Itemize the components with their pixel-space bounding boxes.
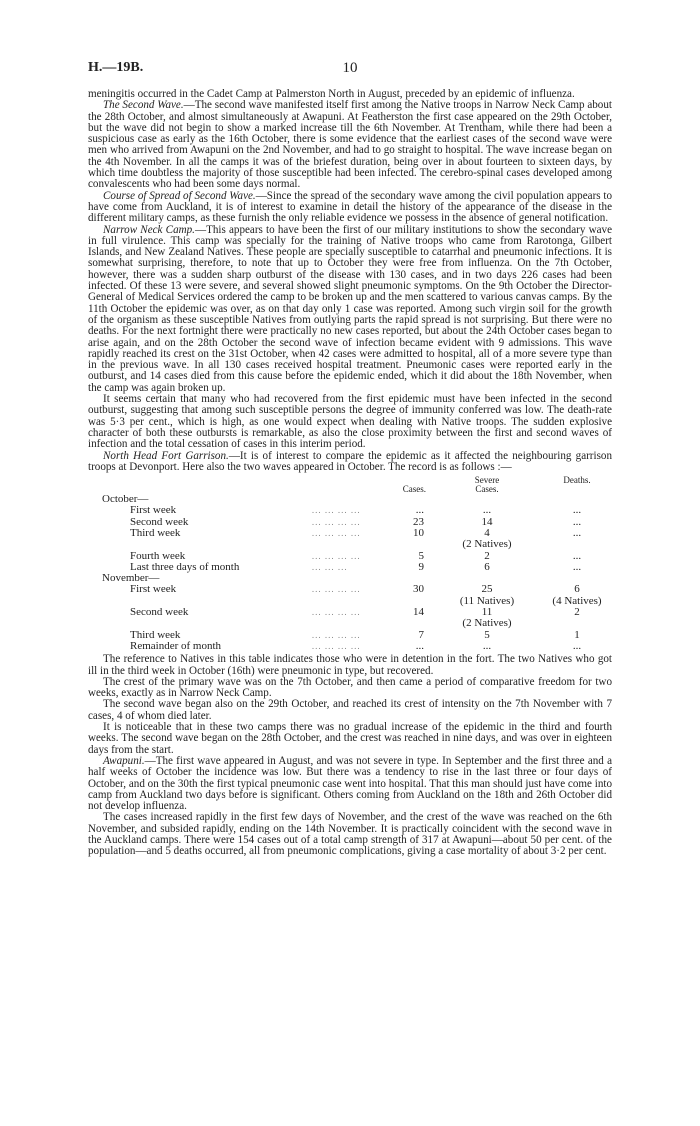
cell-severe-cases: (11 Natives) (459, 594, 515, 607)
section-heading: Awapuni. (103, 754, 145, 767)
row-label: Last three days of month (130, 560, 240, 573)
paragraph-text: The reference to Natives in this table indicates those who were in detention in the fort. The two Natives who got ill in the third week in October (16th) were pneumonic in type, but recovered. (88, 653, 612, 677)
leader-dots: ... ... ... ... (311, 607, 361, 618)
paragraph-awapuni (88, 756, 612, 812)
paragraph-text: The cases increased rapidly in the first few days of November, and the crest of the wave was reached on the 6th November, and subsided rapidly, ending on the 14th November. It is practically coincident with the second wave in the Auckland camps. There were 154 cases out of a total camp strength of 317 at Awapuni—about 50 per cent. of the population—and 5 deaths occurred, all from pneumonic complications, giving a case mortality of about 3·2 per cent. (88, 811, 612, 858)
page-number: 10 (342, 60, 358, 76)
row-label: First week (130, 583, 177, 596)
row-label: Second week (130, 606, 189, 619)
paragraph-text: It seems certain that many who had recovered from the first epidemic must have been infected in the second outburst, suggesting that among such susceptible persons the degree of immunity conferred was low. The death-rate was 5·3 per cent., which is high, as one would expect when dealing with Native troops. The sudden explosive character of both these outbursts is remarkable, as also the close proximity between the first and second waves of infection and the total cessation of cases in this interim period. (88, 393, 612, 451)
paragraph-text: —Since the spread of the secondary wave among the civil population appears to have come from Auckland, it is of interest to examine in detail the history of the appearance of the disease in the different military camps, as these furnish the only reliable evidence we possess in the absence of general notification. (88, 189, 613, 225)
cell-deaths (542, 539, 612, 550)
cell-cases: 30 (413, 583, 424, 596)
cell-cases: 7 (418, 628, 424, 641)
paragraph-text: —It is of interest to compare the epidemic as it affected the neighbouring garrison troops at Devonport. Here also the two waves appeared in October. The record is as follows :— (88, 449, 612, 473)
table-row (88, 641, 612, 652)
paragraph-course-of-spread (88, 191, 612, 225)
cell-deaths: 2 (574, 606, 580, 619)
paragraph-text: —This appears to have been the first of our military institutions to show the secondary wave in full virulence. This camp was specially for the training of Native troops who came from Rarotonga, Gilbert Islands, and New Zealand Natives. These people are specially susceptible to catarrhal and pneumonic infections. It is somewhat surprising, therefore, to note that up to October they were free from influenza. On the 7th October, however, there was a sudden sharp outburst of the disease with 130 cases, and in two days 226 cases had been infected. Of these 13 were severe, and several showed slight pneumonic symptoms. On the 9th October the Director-General of Medical Services ordered the camp to be broken up and the men scattered to various canvas camps. By the 11th October the epidemic was over, as on that day only 1 case was reported. Among such virgin soil for the growth of the organism as these susceptible Natives from outlying parts the rapid spread is not surprising. But there were no deaths. For the next fortnight there were practically no new cases reported, but about the 24th October cases began to arise again, and on the 28th October the second wave of infection became evident with 9 admissions. This wave rapidly reached its crest on the 31st October, when 42 cases were admitted to hospital, all of a more severe type than in the previous wave. In all 130 cases received hospital treatment. Pneumonic cases were reported early in the outburst, and 14 cases died from this cause before the epidemic ended, which it did about the 18th November, when the camp was again broken up. (88, 223, 612, 394)
row-label: Third week (130, 526, 181, 539)
cell-deaths: 1 (574, 628, 580, 641)
table-row (88, 618, 612, 629)
table-row (88, 528, 612, 539)
document-body (88, 89, 612, 858)
cell-severe-cases: (2 Natives) (462, 538, 512, 551)
paragraph-text: The crest of the primary wave was on the 7th October, and then came a period of comparative freedom for two weeks, exactly as in Narrow Neck Camp. (88, 675, 612, 700)
cell-severe-cases: 14 (481, 515, 493, 528)
paragraph (88, 654, 612, 677)
cell-cases (384, 494, 432, 505)
leader-dots: ... ... ... ... (311, 527, 361, 538)
row-label (88, 539, 312, 550)
table-row (88, 562, 612, 573)
section-heading: Narrow Neck Camp. (103, 223, 195, 236)
table-header-row (88, 476, 612, 494)
row-label (88, 618, 312, 629)
cell-cases (384, 539, 432, 550)
cell-deaths: (4 Natives) (552, 594, 602, 607)
cell-severe-cases: 2 (484, 549, 490, 562)
column-header-cases: Cases. (402, 484, 426, 495)
cell-deaths: ... (572, 526, 582, 539)
table-row (88, 607, 612, 618)
cell-severe-cases: (2 Natives) (462, 617, 512, 630)
table-body (88, 494, 612, 652)
leader-dots (312, 494, 384, 505)
paragraph-second-wave (88, 100, 612, 190)
cell-deaths: ... (572, 515, 582, 528)
cell-cases (384, 618, 432, 629)
column-header-severe: Severe Cases. (474, 475, 500, 495)
row-label: Second week (130, 515, 189, 528)
leader-dots: ... ... ... ... (311, 640, 361, 651)
leader-dots: ... ... ... ... (311, 584, 361, 595)
section-heading: The Second Wave. (103, 99, 184, 112)
page-header (88, 60, 612, 78)
paragraph-text: meningitis occurred in the Cadet Camp at Palmerston North in August, preceded by an epidemic of influenza. (88, 88, 575, 100)
cell-deaths (542, 618, 612, 629)
paragraph-narrow-neck (88, 225, 612, 394)
cell-severe-cases: 25 (481, 583, 493, 596)
paragraph-text: —The first wave appeared in August, and was not severe in type. In September and the first three and a half weeks of October the incidence was low. But there was a tendency to rise in the last three or four days of October, and on the 30th the first typical pneumonic case went into hospital. That this man should just have come into camp from Auckland two days before is significant. Others coming from Auckland on the 18th and 26th October did not develop influenza. (88, 754, 612, 813)
paragraph (88, 812, 612, 857)
cell-cases: 9 (418, 560, 424, 573)
paragraph-text: The second wave began also on the 29th October, and reached its crest of intensity on the 7th November with 7 cases, 4 of whom died later. (88, 698, 612, 722)
cell-severe-cases: 5 (484, 628, 490, 641)
paragraph (88, 722, 612, 756)
leader-dots (312, 596, 384, 607)
cases-table (88, 476, 612, 652)
document-reference: H.—19B. (88, 60, 144, 75)
cell-deaths: ... (572, 504, 582, 517)
paragraph (88, 394, 612, 450)
cell-cases: 14 (413, 606, 424, 619)
table-row (88, 584, 612, 595)
cell-severe-cases: ... (482, 504, 492, 517)
leader-dots (312, 539, 384, 550)
table-row (88, 539, 612, 550)
cell-cases: 10 (413, 526, 424, 539)
leader-dots (312, 618, 384, 629)
row-label: Third week (130, 628, 181, 641)
paragraph (88, 699, 612, 722)
leader-dots: ... ... ... ... (311, 629, 361, 640)
cell-deaths: ... (572, 549, 582, 562)
column-header-deaths: Deaths. (563, 475, 591, 486)
cell-cases (384, 573, 432, 584)
paragraph-text: It is noticeable that in these two camps there was no gradual increase of the epidemic in the third and fourth weeks. The second wave began on the 28th October, and the crest was reached in nine days, and was over in eighteen days from the start. (88, 721, 612, 756)
paragraph-north-head (88, 451, 612, 474)
cell-deaths: ... (572, 560, 582, 573)
row-label: Fourth week (130, 549, 186, 562)
leader-dots: ... ... ... ... (311, 505, 361, 516)
paragraph (88, 677, 612, 700)
leader-dots: ... ... ... ... (311, 550, 361, 561)
row-label: Remainder of month (130, 639, 222, 652)
section-heading: North Head Fort Garrison. (103, 449, 229, 462)
cell-severe-cases: 6 (484, 560, 490, 573)
leader-dots: ... ... ... (311, 561, 348, 572)
paragraph-text: —The second wave manifested itself first among the Native troops in Narrow Neck Camp about the 28th October, and almost simultaneously at Awapuni. At Featherston the first case appeared on the 29th October, but the wave did not begin to show a marked increase till the 6th November. At Trentham, while there had been a suspicious case as early as the 16th October, there is some evidence that the earliest cases of the second wave were men who arrived from Awapuni on the 2nd November, and had to go straight to hospital. The wave increase began on the 4th November. In all the camps it was of the briefest duration, being over in about fourteen to sixteen days, by which time doubtless the majority of those susceptible had been infected. The cerebro-spinal cases developed among convalescents who had been some days normal. (88, 99, 612, 191)
table-row (88, 505, 612, 516)
cell-deaths: 6 (574, 583, 580, 596)
row-label: First week (130, 504, 177, 517)
cell-cases: ... (415, 504, 424, 517)
cell-cases: ... (415, 639, 424, 652)
row-label: November— (102, 572, 160, 585)
row-label (88, 596, 312, 607)
cell-severe-cases: 4 (484, 526, 490, 539)
leader-dots (312, 573, 384, 584)
cell-cases: 5 (418, 549, 424, 562)
cell-deaths: ... (572, 639, 582, 652)
leader-dots: ... ... ... ... (311, 516, 361, 527)
cell-severe-cases: 11 (481, 606, 493, 619)
cell-severe-cases: ... (482, 639, 492, 652)
cell-cases (384, 596, 432, 607)
row-label: October— (102, 493, 149, 506)
cell-cases: 23 (413, 515, 424, 528)
section-heading: Course of Spread of Second Wave. (103, 189, 256, 202)
